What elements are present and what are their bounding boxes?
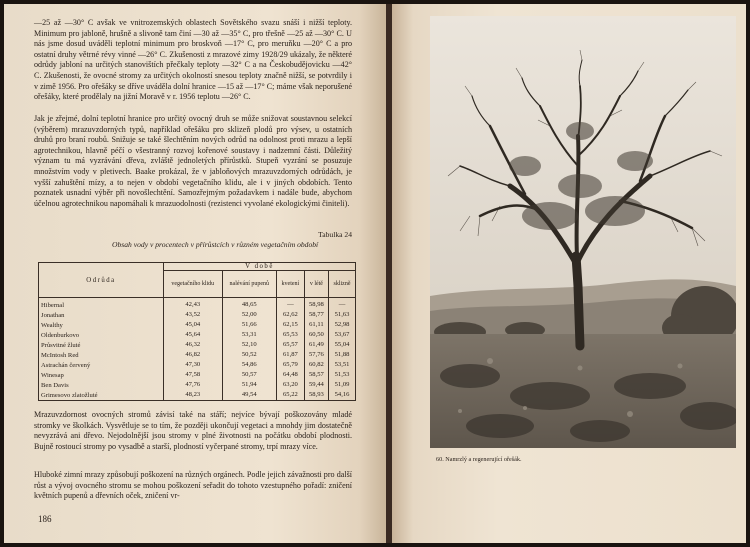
header-harvest: sklizně — [329, 271, 356, 298]
header-flowering: kvetení — [277, 271, 305, 298]
cell-value: 59,44 — [304, 380, 328, 390]
left-page — [4, 4, 386, 543]
cell-value: 53,67 — [329, 330, 356, 340]
table-row — [39, 360, 356, 370]
cell-value: 58,98 — [304, 298, 328, 311]
cell-value: 48,65 — [222, 298, 276, 311]
variety-name: Hibernal — [39, 298, 164, 311]
variety-name: Wealthy — [39, 320, 164, 330]
header-dormancy: vegetačního klidu — [164, 271, 223, 298]
cell-value: 62,15 — [277, 320, 305, 330]
header-summer: v létě — [304, 271, 328, 298]
table-number: Tabulka 24 — [318, 230, 352, 239]
cell-value: 45,04 — [164, 320, 223, 330]
variety-name: McIntosh Red — [39, 350, 164, 360]
cell-value: 65,79 — [277, 360, 305, 370]
variety-name: Oldenburkovo — [39, 330, 164, 340]
cell-value: 45,64 — [164, 330, 223, 340]
variety-name: Grimesovo zlatožluté — [39, 390, 164, 401]
cell-value: 50,57 — [222, 370, 276, 380]
variety-name: Winesap — [39, 370, 164, 380]
table-row — [39, 370, 356, 380]
table-title: Obsah vody v procentech v přírůstcích v různém vegetačním období — [112, 240, 319, 249]
cell-value: 51,09 — [329, 380, 356, 390]
water-content-table — [38, 262, 356, 401]
paragraph-3: Mrazuvzdornost ovocných stromů závisí také na stáří; nejvíce bývají poškozovány mladé stromky ve školkách. Vysvětluje se to tím, že později ukončují vegetaci a mnohdy jim dostatečně nevyzrává ani dřevo. Nejodolnější jsou stromy v plné životnosti na počátku období plodnosti. Bujně rostoucí stromy po vysadbě a starší, plodností vyčerpané stromy, trpí mrazy více. — [34, 410, 352, 451]
cell-value: 51,94 — [222, 380, 276, 390]
cell-value: 52,98 — [329, 320, 356, 330]
variety-name: Jonathan — [39, 310, 164, 320]
cell-value: — — [277, 298, 305, 311]
table-row — [39, 390, 356, 401]
cell-value: 61,49 — [304, 340, 328, 350]
cell-value: 58,77 — [304, 310, 328, 320]
cell-value: 52,00 — [222, 310, 276, 320]
cell-value: 64,48 — [277, 370, 305, 380]
cell-value: 58,93 — [304, 390, 328, 401]
cell-value: 65,22 — [277, 390, 305, 401]
cell-value: — — [329, 298, 356, 311]
paragraph-2: Jak je zřejmé, dolní teplotní hranice pro určitý ovocný druh se může snižovat soustavnou selekcí (výběrem) mrazuvzdorných typů, například ořešáku pro sklizeň plodů pro výsev, u ostatních druhů pro braní roubů. Snižuje se také šlechtěním nových odrůd na odolnost proti mrazu a lepší agrotechnikou, hlavně péčí o všestranný rozvoj kořenové soustavy i nadzemní části. Důležitý význam tu má vyzrávání dřeva, zvláště jednoletých přírůstků. Stupeň vyzrání se posuzuje množstvím vody v pletivech. Baake prokázal, že v jabloňových mrazuvzdorných odrůdách, je vyšší zahuštění mízy, a to nejen v období vegetačního klidu, ale i v jiných obdobích. Tento poznatek usnadní výběr při novošlechtění. Samozřejmým požadavkem i nadále bude, abychom účelnou agrotechnikou napomáhali k mrazuodolnosti (rezistenci vyvolané ekologickými činiteli). — [34, 114, 352, 208]
cell-value: 52,10 — [222, 340, 276, 350]
cell-value: 51,66 — [222, 320, 276, 330]
cell-value: 46,82 — [164, 350, 223, 360]
cell-value: 51,88 — [329, 350, 356, 360]
photo-caption: 60. Namrzlý a regenerující ořešák. — [436, 456, 522, 463]
table-row — [39, 298, 356, 311]
header-period-group: V době — [164, 263, 356, 271]
cell-value: 65,53 — [277, 330, 305, 340]
variety-name: Astrachán červený — [39, 360, 164, 370]
page-number: 186 — [38, 514, 52, 524]
cell-value: 49,54 — [222, 390, 276, 401]
cell-value: 61,11 — [304, 320, 328, 330]
cell-value: 62,62 — [277, 310, 305, 320]
cell-value: 55,04 — [329, 340, 356, 350]
header-bud-swelling: nalévání pupenů — [222, 271, 276, 298]
walnut-tree-photo — [430, 16, 736, 448]
table-row — [39, 340, 356, 350]
cell-value: 60,82 — [304, 360, 328, 370]
cell-value: 53,51 — [329, 360, 356, 370]
table-row — [39, 380, 356, 390]
table-row — [39, 320, 356, 330]
book-spread — [4, 4, 746, 543]
cell-value: 53,31 — [222, 330, 276, 340]
cell-value: 60,50 — [304, 330, 328, 340]
cell-value: 63,20 — [277, 380, 305, 390]
right-page — [392, 4, 746, 543]
cell-value: 65,57 — [277, 340, 305, 350]
cell-value: 43,52 — [164, 310, 223, 320]
header-variety: Odrůda — [39, 263, 164, 298]
cell-value: 58,57 — [304, 370, 328, 380]
cell-value: 57,76 — [304, 350, 328, 360]
table-row — [39, 330, 356, 340]
variety-name: Ben Davis — [39, 380, 164, 390]
cell-value: 47,58 — [164, 370, 223, 380]
paragraph-1: —25 až —30° C avšak ve vnitrozemských oblastech Sovětského svazu snáší i nižší teploty. Minimum pro jabloně, hrušně a slivoně tam činí —30 až —35° C, pro třešně —25 až —30° C. U nás jsme dosud uváděli teplotní minimum pro broskvoň —17° C, pro meruňku —20° C a pro ostatní druhy větrné révy vinné —26° C. Zkušenosti z mrazové zimy 1928/29 ukázaly, že některé odrůdy jabloní na určitých stanovištích přečkaly teploty —32° C a na Českobudějovicku —42° C. Zkušenosti, že ovocné stromy za určitých okolností snesou teploty značně nižší, se potvrdily i v zimě 1956. Pro ořešáky se dříve uváděla dolní hranice —15 až —17° C; máme však neporušené ořešáky, které prodělaly na jižní Moravě v r. 1956 teplotu —26° C. — [34, 18, 352, 102]
cell-value: 47,30 — [164, 360, 223, 370]
table-row — [39, 310, 356, 320]
cell-value: 51,53 — [329, 370, 356, 380]
cell-value: 54,86 — [222, 360, 276, 370]
cell-value: 46,32 — [164, 340, 223, 350]
cell-value: 54,16 — [329, 390, 356, 401]
cell-value: 42,43 — [164, 298, 223, 311]
table-row — [39, 350, 356, 360]
cell-value: 61,87 — [277, 350, 305, 360]
cell-value: 51,63 — [329, 310, 356, 320]
cell-value: 48,23 — [164, 390, 223, 401]
cell-value: 47,76 — [164, 380, 223, 390]
paragraph-4: Hluboké zimní mrazy způsobují poškození na různých orgánech. Podle jejich závažnosti pro další růst a vývoj ovocného stromu se mohou poškození seřadit do tohoto vzestupného pořadí: zničení květních pupenů a dřevních oček, zničení vr- — [34, 470, 352, 501]
cell-value: 50,52 — [222, 350, 276, 360]
variety-name: Průsvitné žluté — [39, 340, 164, 350]
